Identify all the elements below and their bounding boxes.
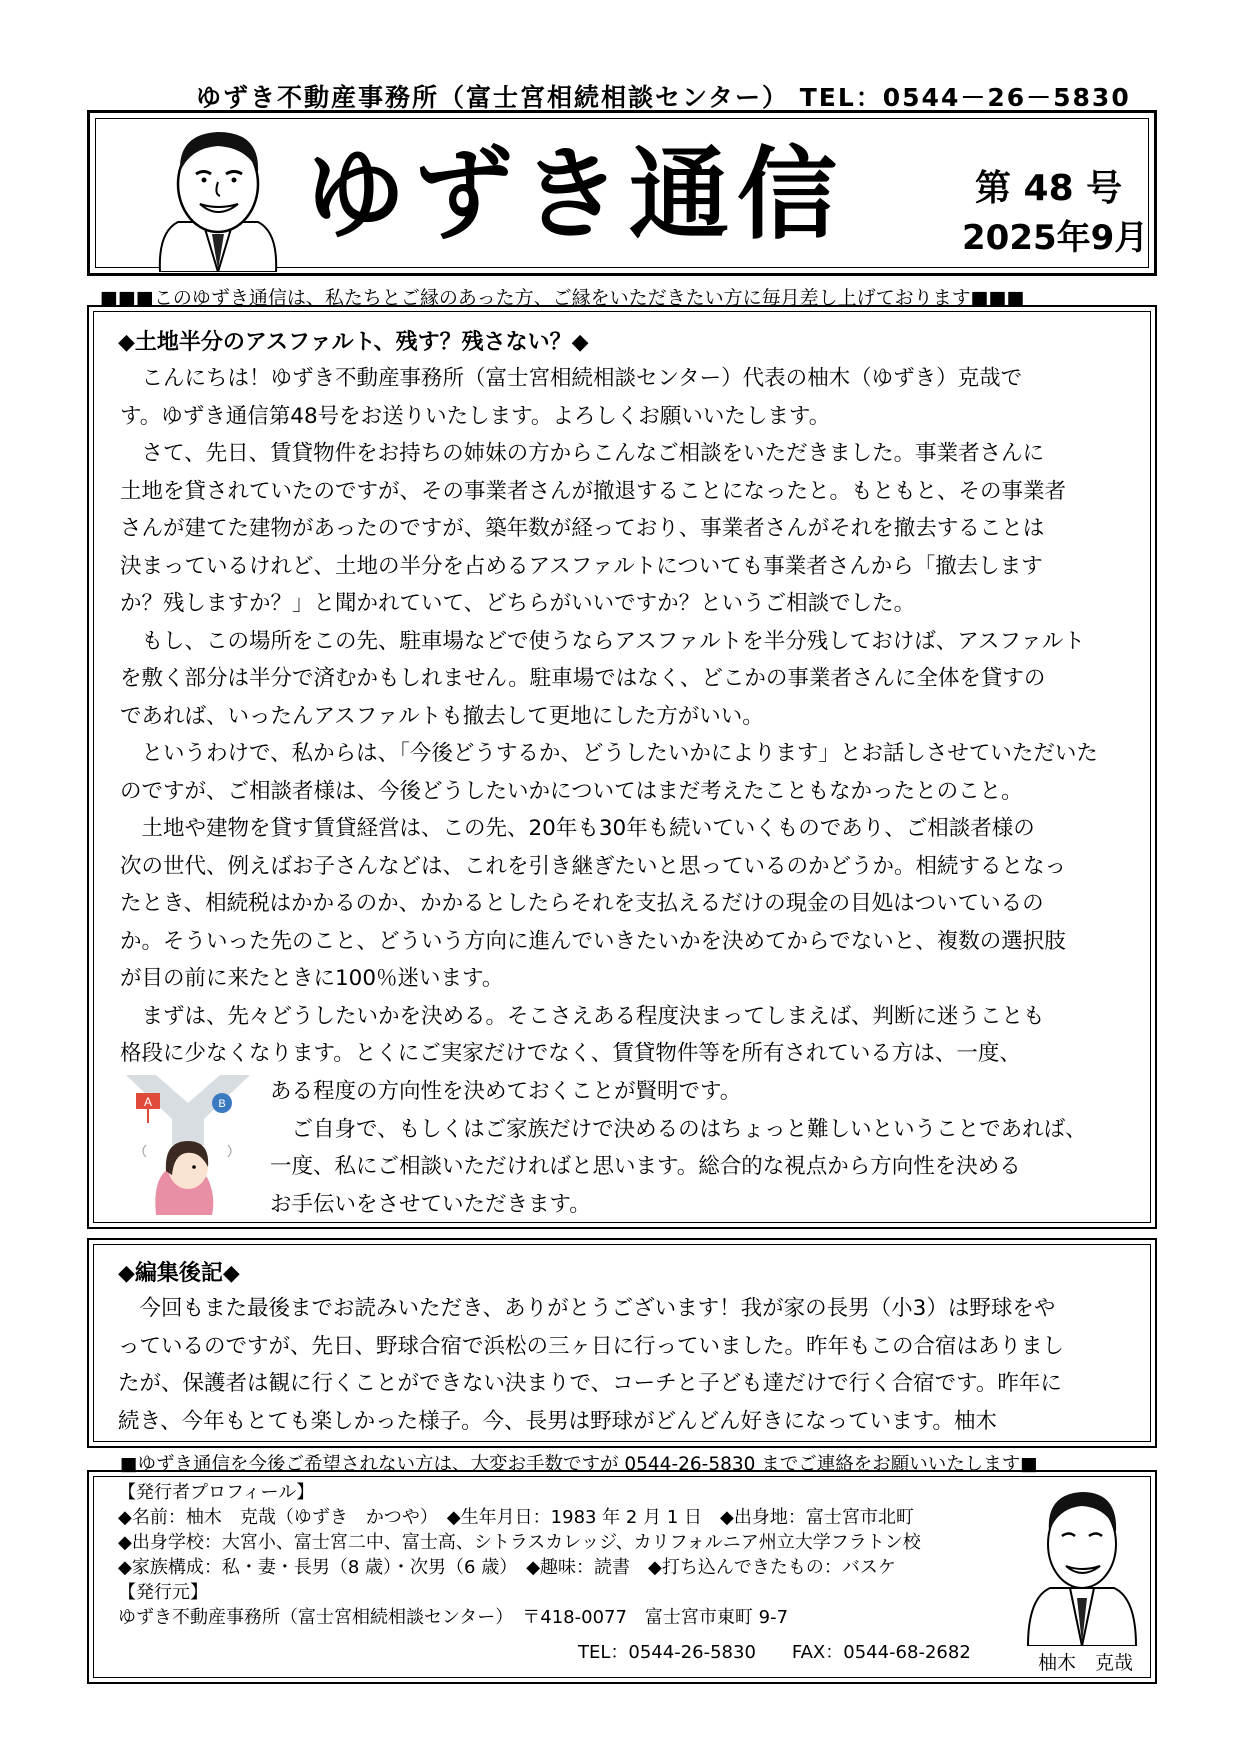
article-line: であれば、いったんアスファルトも撤去して更地にした方がいい。 — [120, 703, 764, 729]
afterword-line: たが、保護者は観に行くことができない決まりで、コーチと子ども達だけで行く合宿です。昨年に — [118, 1371, 1062, 1396]
article-line: たとき、相続税はかかるのか、かかるとしたらそれを支払えるだけの現金の目処はついているの — [120, 891, 1044, 916]
article-line: す。ゆずき通信第48号をお送りいたします。よろしくお願いいたします。 — [120, 403, 831, 429]
sign-a-label: A — [143, 1095, 153, 1109]
article-body — [120, 360, 1098, 1073]
profile-line: 【発行者プロフィール】 — [118, 1482, 315, 1503]
afterword-line: 今回もまた最後までお読みいただき、ありがとうございます！我が家の長男（小3）は野球をや — [118, 1296, 1056, 1321]
profile-portrait-icon — [1022, 1478, 1142, 1646]
afterword-body — [118, 1290, 1064, 1440]
profile-line: ゆずき不動産事務所（富士宮相続相談センター） 〒418-0077 富士宮市東町 9-7 — [118, 1607, 789, 1628]
portrait-caption: 柚木 克哉 — [1038, 1652, 1134, 1674]
afterword-line: 続き、今年もとても楽しかった様子。今、長男は野球がどんどん好きになっています。柚木 — [118, 1408, 997, 1434]
article-line: ご自身で、もしくはご家族だけで決めるのはちょっと難しいということであれば、 — [270, 1116, 1087, 1142]
unsubscribe-note: ■ゆずき通信を今後ご希望されない方は、大変お手数ですが 0544-26-5830 までご連絡をお願いいたします■ — [120, 1454, 1038, 1475]
article-line: さて、先日、賃貸物件をお持ちの姉妹の方からこんなご相談をいただきました。事業者さんに — [120, 441, 1045, 466]
article-line: 土地を貸されていたのですが、その事業者さんが撤退することになったと。もともと、その事業者 — [120, 478, 1067, 504]
article-body-indented — [270, 1073, 1087, 1223]
profile-line: 【発行元】 — [118, 1582, 208, 1603]
article-line: 格段に少なくなります。とくにご実家だけでなく、賃貸物件等を所有されている方は、一度、 — [120, 1041, 1021, 1066]
afterword-line: っているのですが、先日、野球合宿で浜松の三ヶ日に行っていました。昨年もこの合宿はありまし — [118, 1333, 1065, 1359]
sign-b-label: B — [218, 1098, 226, 1110]
issue-number: 第 48 号 — [975, 168, 1123, 209]
afterword-heading: ◆編集後記◆ — [118, 1261, 240, 1286]
article-line: さんが建てた建物があったのですが、築年数が経っており、事業者さんがそれを撤去することは — [120, 516, 1045, 541]
article-line: を敷く部分は半分で済むかもしれません。駐車場ではなく、どこかの事業者さんに全体を貸すの — [120, 666, 1046, 691]
article-line: 決まっているけれど、土地の半分を占めるアスファルトについても事業者さんから「撤去します — [120, 553, 1043, 579]
portrait-caricature-icon — [148, 122, 288, 272]
tagline: ■■■このゆずき通信は、私たちとご縁のあった方、ご縁をいただきたい方に毎月差し上げております■■■ — [100, 287, 1025, 309]
article-line: か？残しますか？」と聞かれていて、どちらがいいですか？というご相談でした。 — [120, 591, 916, 616]
profile-line: ◆出身学校：大宮小、富士宮二中、富士高、シトラスカレッジ、カリフォルニア州立大学フラトン校 — [118, 1532, 921, 1553]
article-line: まずは、先々どうしたいかを決める。そこさえある程度決まってしまえば、判断に迷うことも — [120, 1003, 1045, 1029]
article-heading: ◆土地半分のアスファルト、残す？残さない？◆ — [118, 330, 589, 355]
article-line: が目の前に来たときに100％迷います。 — [120, 966, 504, 991]
profile-text — [118, 1480, 921, 1630]
profile-line: ◆家族構成：私・妻・長男（8 歳）・次男（6 歳） ◆趣味：読書 ◆打ち込んできたもの：バスケ — [118, 1557, 896, 1578]
article-line: ある程度の方向性を決めておくことが賢明です。 — [270, 1079, 742, 1104]
article-line: のですが、ご相談者様は、今後どうしたいかについてはまだ考えたこともなかったとのこと。 — [120, 778, 1023, 804]
contact-line: TEL：0544-26-5830 FAX：0544-68-2682 — [578, 1642, 971, 1663]
article-line: というわけで、私からは、「今後どうするか、どうしたいかによります」とお話しさせていただいた — [120, 741, 1098, 766]
header-contact-line: ゆずき不動産事務所（富士宮相続相談センター） TEL：0544－26－5830 — [196, 83, 1131, 112]
profile-line: ◆名前：柚木 克哉（ゆずき かつや） ◆生年月日：1983 年 2 月 1 日 ◆出身地：富士宮市北町 — [118, 1507, 914, 1528]
article-line: もし、この場所をこの先、駐車場などで使うならアスファルトを半分残しておけば、アスファルト — [120, 628, 1085, 654]
issue-date: 2025年9月 — [962, 218, 1149, 258]
crossroads-illustration-icon — [116, 1075, 260, 1215]
article-line: お手伝いをさせていただきます。 — [270, 1191, 591, 1217]
article-line: か。そういった先のこと、どういう方向に進んでいきたいかを決めてからでないと、複数の選択肢 — [120, 928, 1066, 954]
article-line: 土地や建物を貸す賃貸経営は、この先、20年も30年も続いていくものであり、ご相談者様の — [120, 816, 1035, 841]
article-line: 次の世代、例えばお子さんなどは、これを引き継ぎたいと思っているのかどうか。相続するとなっ — [120, 853, 1067, 879]
newsletter-title: ゆずき通信 — [305, 136, 845, 253]
article-line: こんにちは！ゆずき不動産事務所（富士宮相続相談センター）代表の柚木（ゆずき）克哉で — [120, 366, 1023, 391]
article-line: 一度、私にご相談いただければと思います。総合的な視点から方向性を決める — [270, 1154, 1021, 1179]
